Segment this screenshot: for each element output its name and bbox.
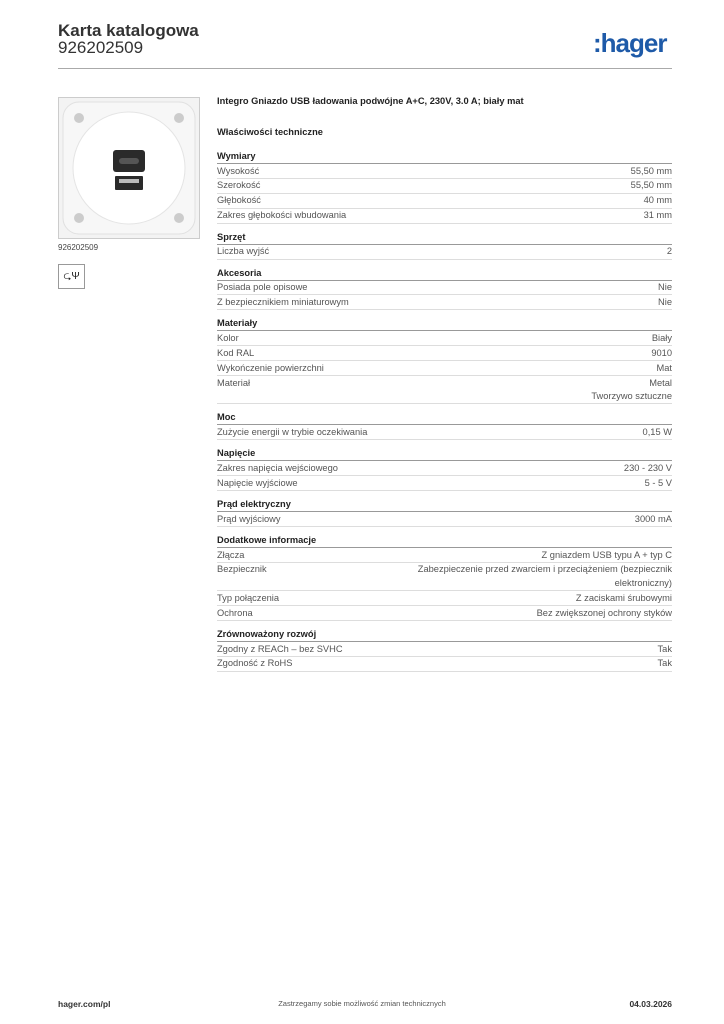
spec-group (217, 232, 672, 260)
spec-row (217, 512, 672, 527)
spec-value-line: Zabezpieczenie przed zwarciem i przeciążeniem (bezpiecznik (417, 564, 672, 575)
spec-value (658, 657, 672, 670)
spec-label: Głębokość (217, 195, 261, 206)
spec-group (217, 318, 672, 404)
spec-value (667, 245, 672, 258)
spec-row (217, 591, 672, 606)
spec-label: Kod RAL (217, 347, 255, 358)
spec-row (217, 376, 672, 404)
usb-symbol-icon: ⮎Ψ (58, 264, 85, 289)
spec-groups (217, 151, 672, 672)
spec-group (217, 499, 672, 527)
spec-row (217, 331, 672, 346)
spec-value-line: Metal (649, 377, 672, 388)
image-caption: 926202509 (58, 243, 99, 252)
group-title: Prąd elektryczny (217, 499, 672, 512)
group-title: Materiały (217, 318, 672, 331)
spec-value-line: Nie (658, 296, 672, 307)
spec-value (658, 281, 672, 294)
spec-label: Zgodny z REACh – bez SVHC (217, 643, 343, 654)
spec-row (217, 606, 672, 621)
spec-value-line: 3000 mA (634, 513, 672, 524)
spec-group (217, 412, 672, 440)
product-image (58, 97, 200, 239)
spec-group (217, 535, 672, 621)
spec-value-line: Tak (657, 643, 672, 654)
section-title: Właściwości techniczne (217, 127, 323, 137)
spec-row (217, 179, 672, 194)
spec-value-line: 40 mm (643, 195, 672, 206)
spec-value-line: Mat (656, 362, 672, 373)
spec-group (217, 629, 672, 672)
spec-value-line: elektroniczny) (614, 577, 672, 588)
spec-label: Zgodność z RoHS (217, 658, 293, 669)
spec-row (217, 425, 672, 440)
spec-label: Napięcie wyjściowe (217, 477, 298, 488)
spec-value-line: Bez zwiększonej ochrony styków (536, 607, 672, 618)
spec-sheet (217, 96, 672, 680)
group-title: Sprzęt (217, 232, 672, 245)
spec-value (657, 362, 673, 375)
group-title: Moc (217, 412, 672, 425)
spec-value-line: Biały (651, 332, 672, 343)
spec-row (217, 164, 672, 179)
spec-label: Szerokość (217, 180, 261, 191)
spec-value (635, 513, 672, 526)
spec-value (631, 179, 672, 192)
usb-socket-illustration (59, 98, 199, 238)
spec-value-line: 9010 (651, 347, 672, 358)
spec-row (217, 295, 672, 310)
spec-row (217, 476, 672, 491)
spec-label: Wykończenie powierzchni (217, 362, 324, 373)
spec-row (217, 461, 672, 476)
spec-label: Posiada pole opisowe (217, 282, 308, 293)
spec-group (217, 268, 672, 311)
spec-value (652, 332, 672, 345)
spec-label: Typ połączenia (217, 592, 280, 603)
spec-group (217, 151, 672, 224)
spec-row (217, 548, 672, 563)
spec-label: Zakres głębokości wbudowania (217, 210, 347, 221)
spec-value-line: Z zaciskami śrubowymi (575, 592, 672, 603)
product-title: Integro Gniazdo USB ładowania podwójne A+C, 230V, 3.0 A; biały mat (217, 96, 524, 106)
spec-label: Zakres napięcia wejściowego (217, 462, 338, 473)
page-title: Karta katalogowa (58, 21, 199, 40)
spec-value-line: Nie (658, 282, 672, 293)
spec-row (217, 361, 672, 376)
spec-value (644, 209, 672, 222)
spec-row (217, 281, 672, 296)
spec-value-line: 0,15 W (642, 426, 672, 437)
group-title: Napięcie (217, 448, 672, 461)
spec-label: Ochrona (217, 607, 253, 618)
footer-date: 04.03.2026 (629, 999, 672, 1009)
header-divider (58, 68, 672, 69)
spec-value-line: Z gniazdem USB typu A + typ C (541, 549, 672, 560)
spec-value (658, 643, 672, 656)
spec-value (645, 477, 672, 490)
group-title: Dodatkowe informacje (217, 535, 672, 548)
footer-disclaimer: Zastrzegamy sobie możliwość zmian technicznych (278, 999, 446, 1008)
spec-label: Liczba wyjść (217, 246, 270, 257)
footer-website: hager.com/pl (58, 999, 111, 1009)
spec-row (217, 245, 672, 260)
spec-row (217, 642, 672, 657)
spec-value (537, 607, 672, 620)
spec-value (658, 296, 672, 309)
spec-label: Kolor (217, 332, 239, 343)
group-title: Zrównoważony rozwój (217, 629, 672, 642)
spec-row (217, 563, 672, 591)
spec-value (624, 462, 672, 475)
spec-value-line: Tworzywo sztuczne (591, 390, 672, 401)
spec-label: Prąd wyjściowy (217, 513, 281, 524)
group-title: Akcesoria (217, 268, 672, 281)
product-code: 926202509 (58, 38, 144, 57)
spec-value-line: 31 mm (643, 210, 672, 221)
spec-row (217, 657, 672, 672)
spec-label: Wysokość (217, 165, 260, 176)
spec-value (542, 549, 672, 562)
spec-value-line: Tak (657, 658, 672, 669)
spec-label: Złącza (217, 549, 245, 560)
spec-label: Z bezpiecznikiem miniaturowym (217, 296, 349, 307)
spec-value-line: 2 (666, 246, 672, 257)
spec-value-line: 5 - 5 V (644, 477, 672, 488)
spec-value (643, 426, 672, 439)
spec-label: Materiał (217, 377, 251, 388)
spec-value (631, 165, 672, 178)
spec-value (576, 592, 672, 605)
spec-row (217, 346, 672, 361)
spec-value-line: 55,50 mm (630, 165, 672, 176)
spec-value-line: 55,50 mm (630, 180, 672, 191)
spec-row (217, 209, 672, 224)
brand-logo (593, 28, 666, 59)
spec-group (217, 448, 672, 491)
spec-value (591, 377, 672, 404)
logo-prefix: : (593, 28, 601, 58)
spec-label: Zużycie energii w trybie oczekiwania (217, 426, 368, 437)
group-title: Wymiary (217, 151, 672, 164)
spec-label: Bezpiecznik (217, 564, 267, 575)
spec-value (644, 194, 672, 207)
spec-row (217, 194, 672, 209)
spec-value (651, 347, 672, 360)
spec-value-line: 230 - 230 V (623, 462, 672, 473)
logo-text: hager (600, 28, 667, 58)
spec-value (418, 563, 672, 590)
